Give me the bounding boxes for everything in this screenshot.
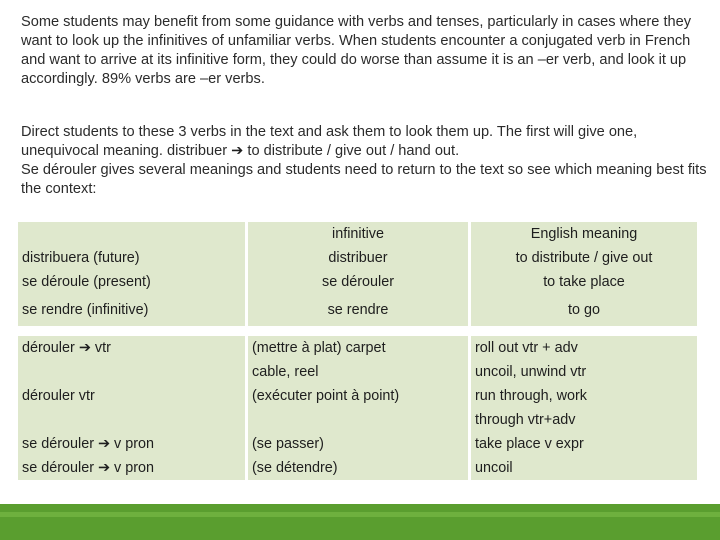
derouler-row-1-verb: dérouler — [22, 340, 75, 356]
derouler-row-1-type: vtr — [90, 340, 111, 356]
meaning-header: English meaning — [530, 226, 638, 242]
instruction-lead: Direct students to these 3 verbs in the text and ask them to look them up. The first will give one, unequivocal meaning. distribuer — [21, 124, 638, 159]
instruction-tail: to distribute / give out / hand out. — [243, 143, 460, 159]
table1-meaning-cell — [471, 222, 697, 326]
infinitive-header: infinitive — [332, 226, 384, 242]
meaning-1: to distribute / give out — [515, 250, 653, 266]
english-line-1: roll out vtr + adv — [475, 340, 578, 356]
english-line-6: uncoil — [475, 460, 513, 476]
derouler-row-3-verb: se dérouler — [22, 436, 94, 452]
english-line-3: run through, work — [475, 388, 587, 404]
infinitive-2: se dérouler — [322, 274, 394, 290]
infinitive-1: distribuer — [328, 250, 388, 266]
derouler-row-4-type: v pron — [110, 460, 155, 476]
derouler-row-2: dérouler vtr — [22, 388, 95, 404]
context-line-3: (exécuter point à point) — [252, 388, 400, 404]
infinitive-3: se rendre — [327, 302, 389, 318]
derouler-row-3 — [22, 432, 241, 456]
meaning-2: to take place — [543, 274, 625, 290]
derouler-row-3-type: v pron — [110, 436, 155, 452]
conjugated-verb-1: distribuera (future) — [22, 250, 140, 266]
context-line-5: (se détendre) — [252, 460, 338, 476]
table2-english-cell — [471, 336, 697, 480]
conjugated-verb-2: se déroule (present) — [22, 274, 151, 290]
table2-verb-cell — [18, 336, 245, 480]
context-line-4: (se passer) — [252, 436, 324, 452]
right-arrow-icon: ➔ — [98, 460, 111, 476]
context-line-1: (mettre à plat) carpet — [252, 340, 386, 356]
table1-conjugated-cell — [18, 222, 245, 326]
english-line-2: uncoil, unwind vtr — [475, 364, 587, 380]
intro-paragraph-2 — [21, 123, 713, 199]
table2-context-cell — [248, 336, 468, 480]
right-arrow-icon: ➔ — [98, 436, 111, 452]
right-arrow-icon: ➔ — [78, 340, 91, 356]
context-text: Se dérouler gives several meanings and students need to return to the text so see which meaning best fits the context: — [21, 162, 707, 197]
footer-stripe — [0, 512, 720, 517]
intro-paragraph-1: Some students may benefit from some guidance with verbs and tenses, particularly in cases where they want to look up the infinitives of unfamiliar verbs. When students encounter a conjugated verb in French and want to arrive at its infinitive form, they could do worse than assume it is an –er verb, and look it up accordingly. 89% verbs are –er verbs. — [21, 14, 692, 87]
english-line-5: take place v expr — [475, 436, 584, 452]
table1-infinitive-cell — [248, 222, 468, 326]
meaning-3: to go — [567, 302, 600, 318]
derouler-row-4 — [22, 456, 241, 480]
conjugated-verb-3: se rendre (infinitive) — [22, 302, 149, 318]
footer-bar — [0, 504, 720, 540]
derouler-row-1 — [22, 336, 241, 360]
english-line-4: through vtr+adv — [475, 412, 576, 428]
context-line-2: cable, reel — [252, 364, 319, 380]
derouler-row-4-verb: se dérouler — [22, 460, 94, 476]
right-arrow-icon: ➔ — [231, 143, 244, 159]
instruction-text — [21, 123, 713, 161]
